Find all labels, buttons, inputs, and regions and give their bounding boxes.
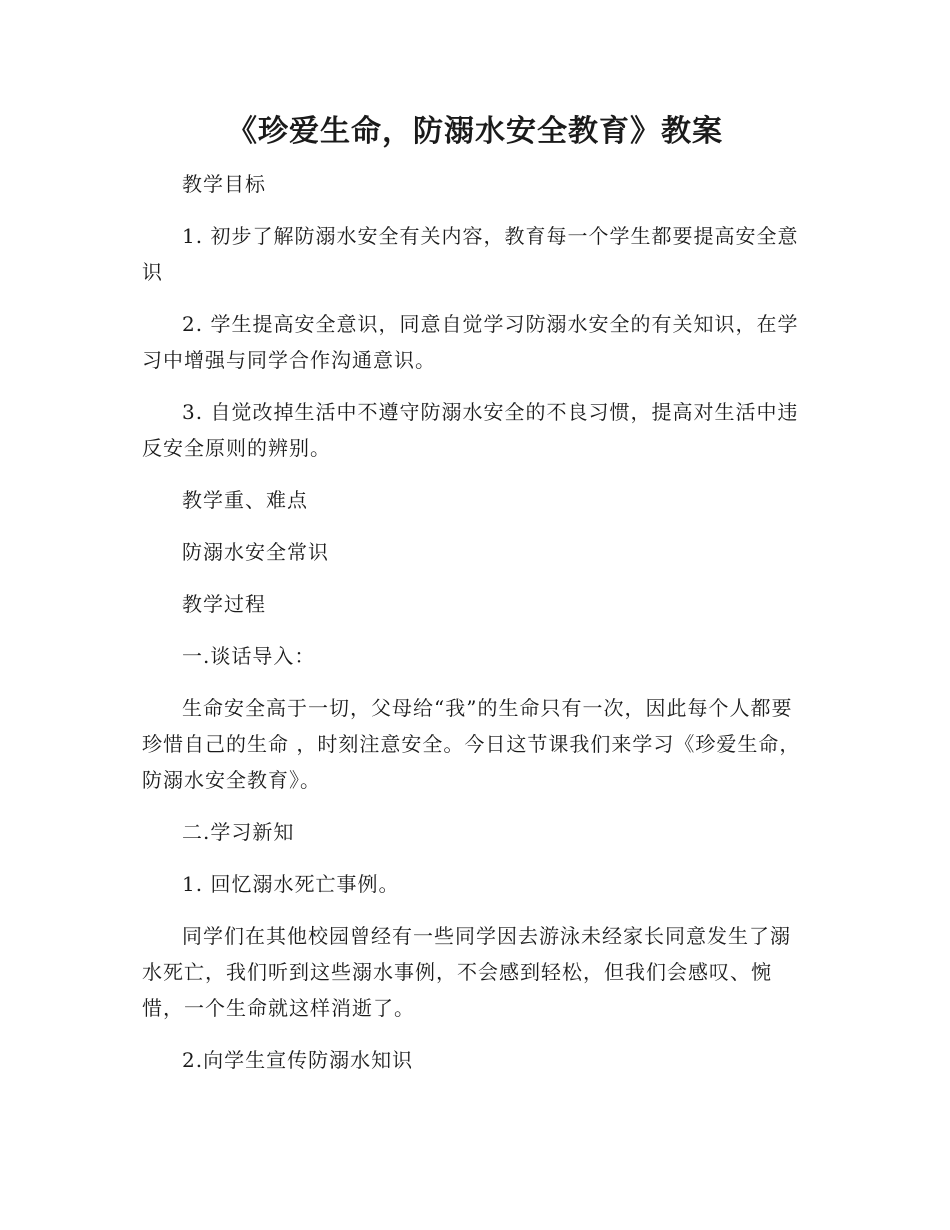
process-step-intro-heading: 一.谈话导入： xyxy=(182,644,316,668)
section-heading-process: 教学过程 xyxy=(182,592,266,616)
key-points-text: 防溺水安全常识 xyxy=(182,540,329,564)
document-body xyxy=(142,166,808,1094)
new-knowledge-item-1-text: 同学们在其他校园曾经有一些同学因去游泳未经家长同意发生了溺水死亡，我们听到这些溺水事例，不会感到轻松，但我们会感叹、惋惜，一个生命就这样消逝了。 xyxy=(142,924,791,1020)
section-heading-key-points: 教学重、难点 xyxy=(182,488,308,512)
document-title: 《珍爱生命，防溺水安全教育》教案 xyxy=(227,114,723,149)
objective-item-2: 2. 学生提高安全意识，同意自觉学习防溺水安全的有关知识，在学习中增强与同学合作沟通意识。 xyxy=(142,312,799,372)
new-knowledge-item-2: 2.向学生宣传防溺水知识 xyxy=(182,1048,414,1072)
section-heading-objectives: 教学目标 xyxy=(182,172,266,196)
process-step-new-knowledge-heading: 二.学习新知 xyxy=(182,820,295,844)
new-knowledge-item-1: 1. 回忆溺水死亡事例。 xyxy=(182,872,400,896)
objective-item-3: 3. 自觉改掉生活中不遵守防溺水安全的不良习惯，提高对生活中违反安全原则的辨别。 xyxy=(142,400,799,460)
objective-item-1: 1. 初步了解防溺水安全有关内容，教育每一个学生都要提高安全意识 xyxy=(142,224,799,284)
process-step-intro-text: 生命安全高于一切，父母给“我”的生命只有一次，因此每个人都要珍惜自己的生命 ，时刻注意安全。今日这节课我们来学习《珍爱生命，防溺水安全教育》。 xyxy=(142,696,801,792)
